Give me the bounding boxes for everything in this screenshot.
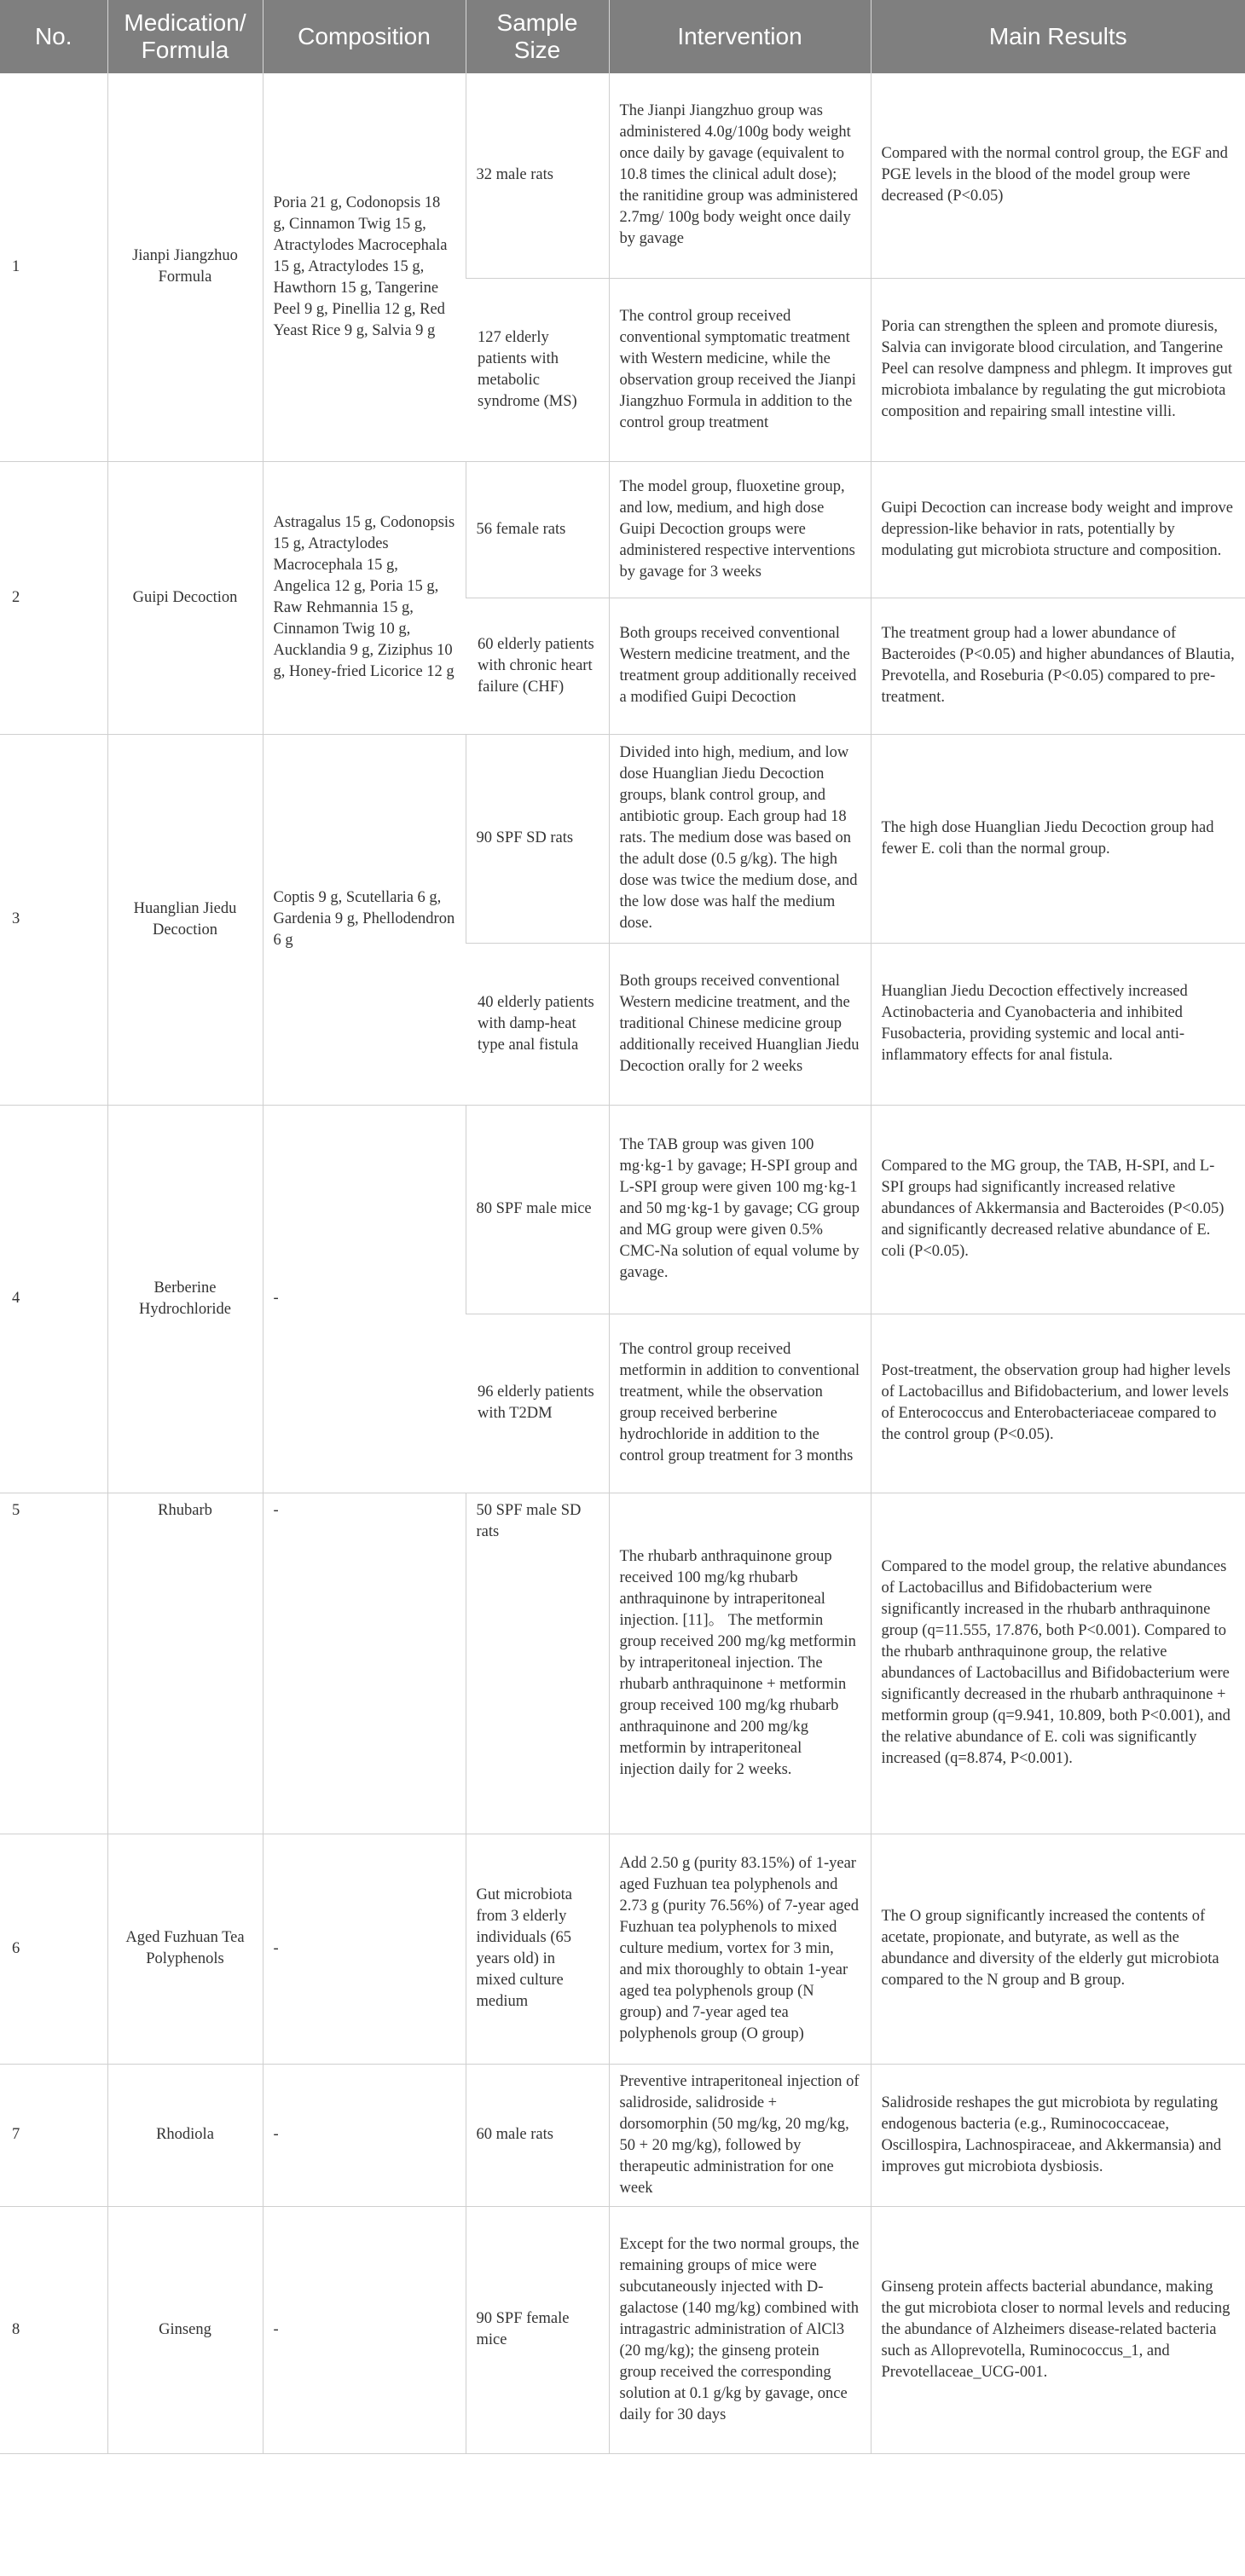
row-number: 2 (0, 461, 107, 734)
sample-size: Gut microbiota from 3 elderly individuals (65 years old) in mixed culture medium (466, 1834, 609, 2064)
header-main-results: Main Results (871, 0, 1245, 73)
header-intervention: Intervention (609, 0, 871, 73)
sample-size: 60 male rats (466, 2064, 609, 2206)
medication-name: Guipi Decoction (107, 461, 263, 734)
main-result: Compared to the MG group, the TAB, H-SPI, and L-SPI groups had significantly increased relative abundances of Akkermansia and Bacteroides (P<0.05) and significantly decreased relative abundance of E. coli (P<0.05). (871, 1105, 1245, 1314)
main-result: Guipi Decoction can increase body weight and improve depression-like behavior in rats, potentially by modulating gut microbiota structure and composition. (871, 461, 1245, 598)
intervention: Both groups received conventional Western medicine treatment, and the traditional Chinese medicine group additionally received Huanglian Jiedu Decoction orally for 2 weeks (609, 943, 871, 1105)
medication-name: Aged Fuzhuan Tea Polyphenols (107, 1834, 263, 2064)
composition: - (263, 2206, 466, 2453)
table-row (0, 1834, 1245, 2064)
intervention: Both groups received conventional Western medicine treatment, and the treatment group additionally received a modified Guipi Decoction (609, 598, 871, 734)
medication-name: Jianpi Jiangzhuo Formula (107, 73, 263, 461)
sample-size: 50 SPF male SD rats (466, 1493, 609, 1834)
sample-size: 96 elderly patients with T2DM (466, 1314, 609, 1493)
sample-size: 127 elderly patients with metabolic syndrome (MS) (466, 278, 609, 461)
row-number: 4 (0, 1105, 107, 1493)
table-row (0, 461, 1245, 598)
composition: - (263, 2064, 466, 2206)
sample-size: 40 elderly patients with damp-heat type anal fistula (466, 943, 609, 1105)
row-number: 3 (0, 734, 107, 1105)
intervention: The control group received metformin in addition to conventional treatment, while the observation group received berberine hydrochloride in addition to the control group treatment for 3 months (609, 1314, 871, 1493)
intervention: The model group, fluoxetine group, and low, medium, and high dose Guipi Decoction groups were administered respective interventions by gavage for 3 weeks (609, 461, 871, 598)
header-no: No. (0, 0, 107, 73)
intervention: Preventive intraperitoneal injection of salidroside, salidroside + dorsomorphin (50 mg/kg, 20 mg/kg, 50 + 20 mg/kg), followed by therapeutic administration for one week (609, 2064, 871, 2206)
table-row (0, 734, 1245, 943)
composition: Poria 21 g, Codonopsis 18 g, Cinnamon Twig 15 g, Atractylodes Macrocephala 15 g, Atractylodes 15 g, Hawthorn 15 g, Tangerine Peel 9 g, Pinellia 12 g, Red Yeast Rice 9 g, Salvia 9 g (263, 73, 466, 461)
intervention: Except for the two normal groups, the remaining groups of mice were subcutaneously injected with D-galactose (140 mg/kg) combined with intragastric administration of AlCl3 (20 mg/kg); the ginseng protein group received the corresponding solution at 0.1 g/kg by gavage, once daily for 30 days (609, 2206, 871, 2453)
table-row (0, 2206, 1245, 2453)
table-row (0, 1493, 1245, 1834)
sample-size: 90 SPF female mice (466, 2206, 609, 2453)
row-number: 7 (0, 2064, 107, 2206)
header-sample-size: Sample Size (466, 0, 609, 73)
table-row (0, 1105, 1245, 1314)
main-result: Salidroside reshapes the gut microbiota by regulating endogenous bacteria (e.g., Ruminococcaceae, Oscillospira, Lachnospiraceae, and Akkermansia) and improves gut microbiota dysbiosis. (871, 2064, 1245, 2206)
sample-size: 80 SPF male mice (466, 1105, 609, 1314)
medication-name: Huanglian Jiedu Decoction (107, 734, 263, 1105)
medication-name: Rhodiola (107, 2064, 263, 2206)
composition: - (263, 1105, 466, 1493)
sample-size: 60 elderly patients with chronic heart failure (CHF) (466, 598, 609, 734)
intervention: Divided into high, medium, and low dose Huanglian Jiedu Decoction groups, blank control group, and antibiotic group. Each group had 18 rats. The medium dose was based on the adult dose (0.5 g/kg). The high dose was twice the medium dose, and the low dose was half the medium dose. (609, 734, 871, 943)
medication-name: Berberine Hydrochloride (107, 1105, 263, 1493)
row-number: 8 (0, 2206, 107, 2453)
medication-name: Ginseng (107, 2206, 263, 2453)
main-result: Post-treatment, the observation group had higher levels of Lactobacillus and Bifidobacterium, and lower levels of Enterococcus and Enterobacteriaceae compared to the control group (P<0.05). (871, 1314, 1245, 1493)
main-result: The high dose Huanglian Jiedu Decoction group had fewer E. coli than the normal group. (871, 734, 1245, 943)
table-row (0, 73, 1245, 278)
intervention: The control group received conventional symptomatic treatment with Western medicine, while the observation group received the Jianpi Jiangzhuo Formula in addition to the control group treatment (609, 278, 871, 461)
row-number: 6 (0, 1834, 107, 2064)
sample-size: 56 female rats (466, 461, 609, 598)
main-result: Compared with the normal control group, the EGF and PGE levels in the blood of the model group were decreased (P<0.05) (871, 73, 1245, 278)
sample-size: 32 male rats (466, 73, 609, 278)
table-row (0, 2064, 1245, 2206)
header-medication: Medication/ Formula (107, 0, 263, 73)
main-result: The treatment group had a lower abundance of Bacteroides (P<0.05) and higher abundances of Blautia, Prevotella, and Roseburia (P<0.05) compared to pre-treatment. (871, 598, 1245, 734)
composition: - (263, 1834, 466, 2064)
row-number: 1 (0, 73, 107, 461)
main-result: Poria can strengthen the spleen and promote diuresis, Salvia can invigorate blood circulation, and Tangerine Peel can resolve dampness and phlegm. It improves gut microbiota imbalance by regulating the gut microbiota composition and repairing small intestine villi. (871, 278, 1245, 461)
header-row (0, 0, 1245, 73)
table-body (0, 73, 1245, 2453)
main-result: Huanglian Jiedu Decoction effectively increased Actinobacteria and Cyanobacteria and inhibited Fusobacteria, providing systemic and local anti-inflammatory effects for anal fistula. (871, 943, 1245, 1105)
main-result: The O group significantly increased the contents of acetate, propionate, and butyrate, as well as the abundance and diversity of the elderly gut microbiota compared to the N group and B group. (871, 1834, 1245, 2064)
table-header (0, 0, 1245, 73)
composition: - (263, 1493, 466, 1834)
main-result: Ginseng protein affects bacterial abundance, making the gut microbiota closer to normal levels and reducing the abundance of Alzheimers disease-related bacteria such as Alloprevotella, Ruminococcus_1, and Prevotellaceae_UCG-001. (871, 2206, 1245, 2453)
intervention: The rhubarb anthraquinone group received 100 mg/kg rhubarb anthraquinone by intraperitoneal injection. [11]。 The metformin group received 200 mg/kg metformin by intraperitoneal injection. The rhubarb anthraquinone + metformin group received 100 mg/kg rhubarb anthraquinone and 200 mg/kg metformin by intraperitoneal injection daily for 2 weeks. (609, 1493, 871, 1834)
intervention: Add 2.50 g (purity 83.15%) of 1-year aged Fuzhuan tea polyphenols and 2.73 g (purity 76.56%) of 7-year aged Fuzhuan tea polyphenols to mixed culture medium, vortex for 3 min, and mix thoroughly to obtain 1-year aged tea polyphenols group (N group) and 7-year aged tea polyphenols group (O group) (609, 1834, 871, 2064)
header-composition: Composition (263, 0, 466, 73)
main-result: Compared to the model group, the relative abundances of Lactobacillus and Bifidobacterium were significantly increased in the rhubarb anthraquinone group (q=11.555, 17.876, both P<0.001). Compared to the rhubarb anthraquinone group, the relative abundances of Lactobacillus and Bifidobacterium were significantly decreased in the rhubarb anthraquinone + metformin group (q=9.941, 10.809, both P<0.001), and the relative abundance of E. coli was significantly increased (q=8.874, P<0.001). (871, 1493, 1245, 1834)
composition: Coptis 9 g, Scutellaria 6 g, Gardenia 9 g, Phellodendron 6 g (263, 734, 466, 1105)
medication-name: Rhubarb (107, 1493, 263, 1834)
composition: Astragalus 15 g, Codonopsis 15 g, Atractylodes Macrocephala 15 g, Angelica 12 g, Poria 15 g, Raw Rehmannia 15 g, Cinnamon Twig 10 g, Aucklandia 9 g, Ziziphus 10 g, Honey-fried Licorice 12 g (263, 461, 466, 734)
intervention: The TAB group was given 100 mg·kg-1 by gavage; H-SPI group and L-SPI group were given 100 mg·kg-1 and 50 mg·kg-1 by gavage; CG group and MG group were given 0.5% CMC-Na solution of equal volume by gavage. (609, 1105, 871, 1314)
intervention: The Jianpi Jiangzhuo group was administered 4.0g/100g body weight once daily by gavage (equivalent to 10.8 times the clinical adult dose); the ranitidine group was administered 2.7mg/ 100g body weight once daily by gavage (609, 73, 871, 278)
sample-size: 90 SPF SD rats (466, 734, 609, 943)
row-number: 5 (0, 1493, 107, 1834)
